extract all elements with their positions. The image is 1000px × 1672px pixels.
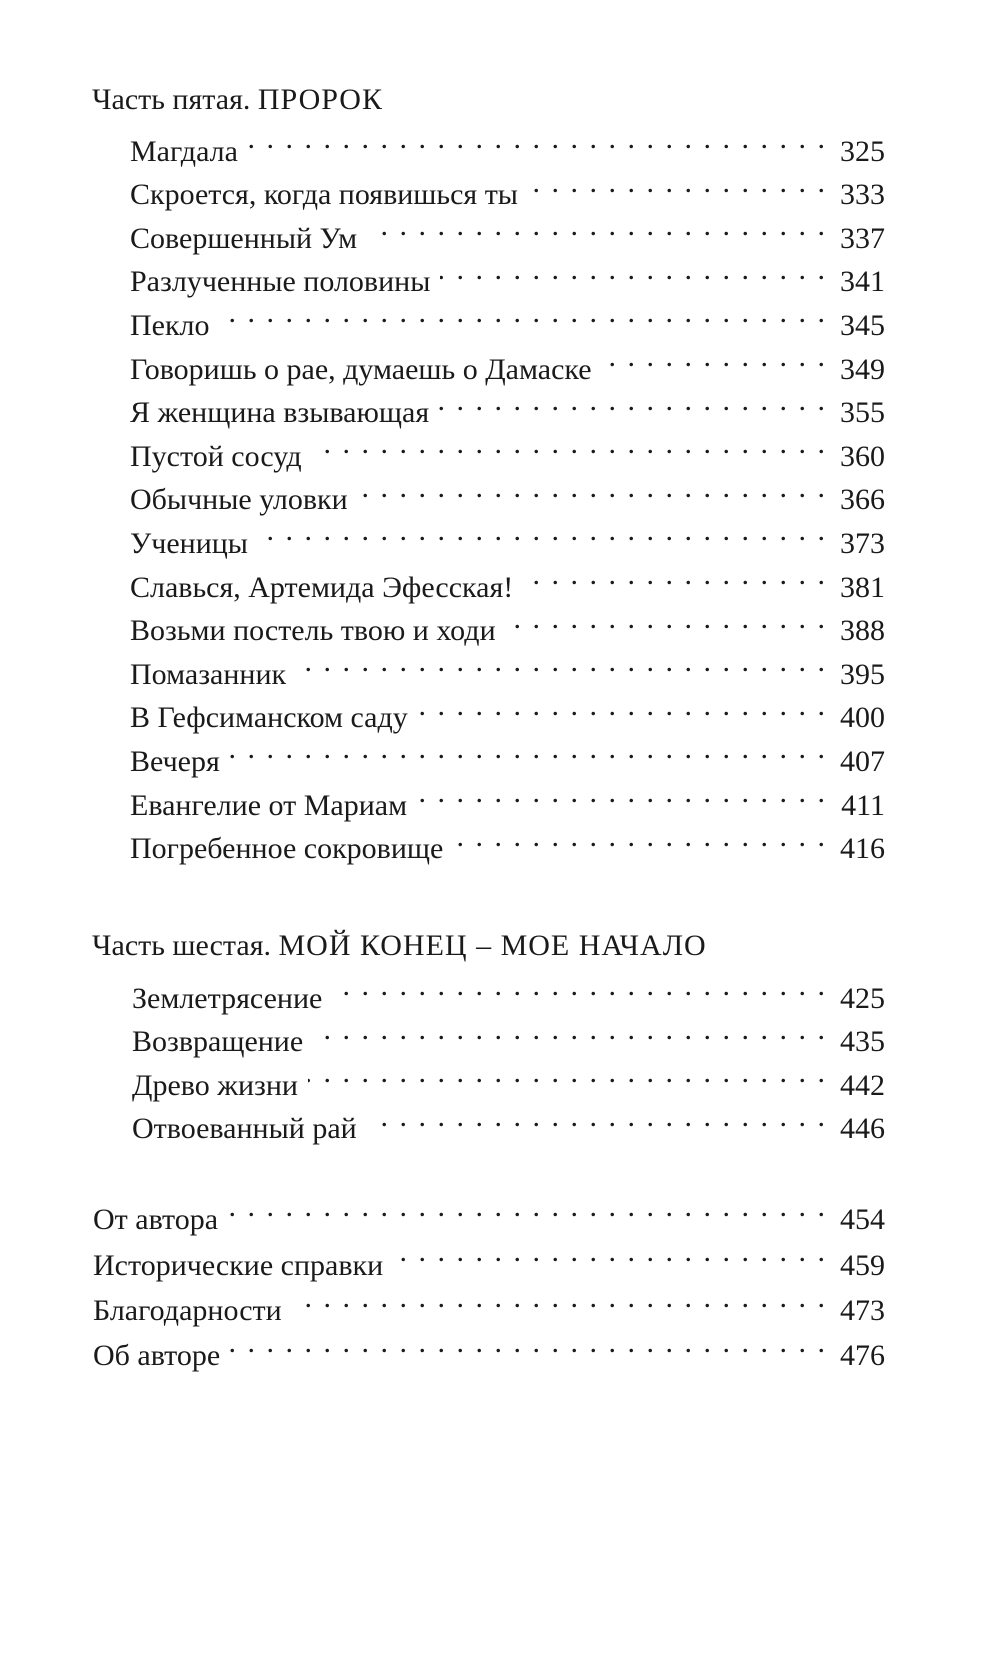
dot-leader	[367, 1095, 827, 1139]
toc-entry-page: 349	[840, 352, 885, 386]
toc-entry-page: 454	[840, 1203, 885, 1237]
toc-entry-title: Вечеря	[130, 744, 220, 778]
toc-entry-title: Древо жизни	[132, 1068, 298, 1102]
toc-entry-page: 337	[840, 221, 885, 255]
part-five-entries	[130, 117, 885, 866]
toc-entry-page: 400	[840, 701, 885, 735]
dot-leader	[418, 684, 827, 728]
dot-leader	[313, 1008, 827, 1052]
toc-entry[interactable]	[130, 771, 885, 822]
toc-entry-title: В Гефсиманском саду	[130, 701, 408, 735]
toc-entry-title: Скроется, когда появишься ты	[130, 178, 518, 212]
toc-entry-title: Я женщина взывающая	[130, 396, 430, 430]
toc-entry-page: 476	[840, 1339, 885, 1373]
dot-leader	[523, 553, 827, 597]
dot-leader	[528, 161, 827, 205]
part-six-heading	[92, 928, 707, 964]
toc-entry-title: Магдала	[130, 134, 238, 168]
toc-entry-page: 442	[840, 1068, 885, 1102]
dot-leader	[248, 117, 827, 161]
dot-leader	[358, 466, 827, 510]
dot-leader	[292, 1275, 827, 1320]
toc-entry-page: 345	[840, 308, 885, 342]
toc-entry-page: 360	[840, 439, 885, 473]
dot-leader	[332, 964, 827, 1008]
toc-entry-title: Славься, Артемида Эфесская!	[130, 570, 514, 604]
toc-entry-title: Благодарности	[93, 1293, 282, 1327]
toc-entry-page: 416	[840, 832, 885, 866]
toc-entry-page: 341	[840, 265, 885, 299]
toc-entry-page: 366	[840, 483, 885, 517]
part-six-entries	[132, 964, 885, 1146]
toc-entry-page: 388	[840, 614, 885, 648]
toc-entry-page: 473	[840, 1293, 885, 1327]
dot-leader	[440, 248, 827, 292]
toc-entry-title: Говоришь о рае, думаешь о Дамаске	[130, 352, 592, 386]
toc-entry-title: Евангелие от Мариам	[130, 788, 408, 822]
toc-entry-title: Отвоеванный рай	[132, 1112, 357, 1146]
toc-entry-title: Об авторе	[93, 1339, 221, 1373]
toc-entry-title: Пустой сосуд	[130, 439, 302, 473]
toc-entry-title: Возьми постель твою и ходи	[130, 614, 496, 648]
toc-entry-page: 373	[840, 526, 885, 560]
toc-entry-title: Совершенный Ум	[130, 221, 358, 255]
part-six-label: Часть шестая.	[92, 929, 271, 962]
toc-entry-page: 459	[840, 1248, 885, 1282]
dot-leader	[220, 291, 827, 335]
toc-entry-title: Землетрясение	[132, 981, 323, 1015]
toc-entry-page: 325	[840, 134, 885, 168]
toc-entry-title: Возвращение	[132, 1025, 304, 1059]
part-five-label: Часть пятая.	[92, 83, 251, 116]
toc-entry[interactable]	[93, 1184, 885, 1237]
dot-leader	[230, 727, 827, 771]
toc-entry-title: Ученицы	[130, 526, 248, 560]
toc-entry-title: Погребенное сокровище	[130, 832, 444, 866]
dot-leader	[439, 379, 827, 423]
dot-leader	[393, 1229, 827, 1274]
toc-entry-title: Пекло	[130, 308, 210, 342]
toc-entry-page: 411	[841, 788, 885, 822]
toc-entry[interactable]	[130, 727, 885, 778]
dot-leader	[312, 422, 827, 466]
dot-leader	[417, 771, 827, 815]
toc-entry-title: Помазанник	[130, 657, 287, 691]
toc-entry-page: 395	[840, 657, 885, 691]
part-five-heading	[92, 82, 383, 118]
toc-entry-page: 381	[840, 570, 885, 604]
dot-leader	[602, 335, 827, 379]
dot-leader	[453, 815, 827, 859]
toc-entry-title: От автора	[93, 1203, 219, 1237]
dot-leader	[258, 509, 827, 553]
part-six-title: МОЙ КОНЕЦ – МОЕ НАЧАЛО	[278, 929, 707, 962]
toc-entry[interactable]	[130, 291, 885, 342]
toc-entry[interactable]	[130, 117, 885, 168]
dot-leader	[308, 1051, 827, 1095]
toc-entry-page: 435	[840, 1025, 885, 1059]
toc-entry[interactable]	[130, 161, 885, 212]
toc-entry-page: 333	[840, 178, 885, 212]
back-matter-entries	[93, 1184, 885, 1373]
toc-entry-page: 446	[840, 1112, 885, 1146]
dot-leader	[506, 597, 827, 641]
dot-leader	[230, 1320, 827, 1365]
toc-entry-page: 407	[840, 744, 885, 778]
toc-entry-title: Разлученные половины	[130, 265, 431, 299]
dot-leader	[296, 640, 827, 684]
toc-entry[interactable]	[130, 335, 885, 386]
part-five-title: ПРОРОК	[257, 83, 383, 116]
toc-entry-page: 355	[840, 396, 885, 430]
dot-leader	[228, 1184, 827, 1229]
toc-entry[interactable]	[132, 964, 885, 1015]
toc-entry-title: Исторические справки	[93, 1248, 384, 1282]
toc-entry-title: Обычные уловки	[130, 483, 348, 517]
toc-entry-page: 425	[840, 981, 885, 1015]
dot-leader	[367, 204, 827, 248]
